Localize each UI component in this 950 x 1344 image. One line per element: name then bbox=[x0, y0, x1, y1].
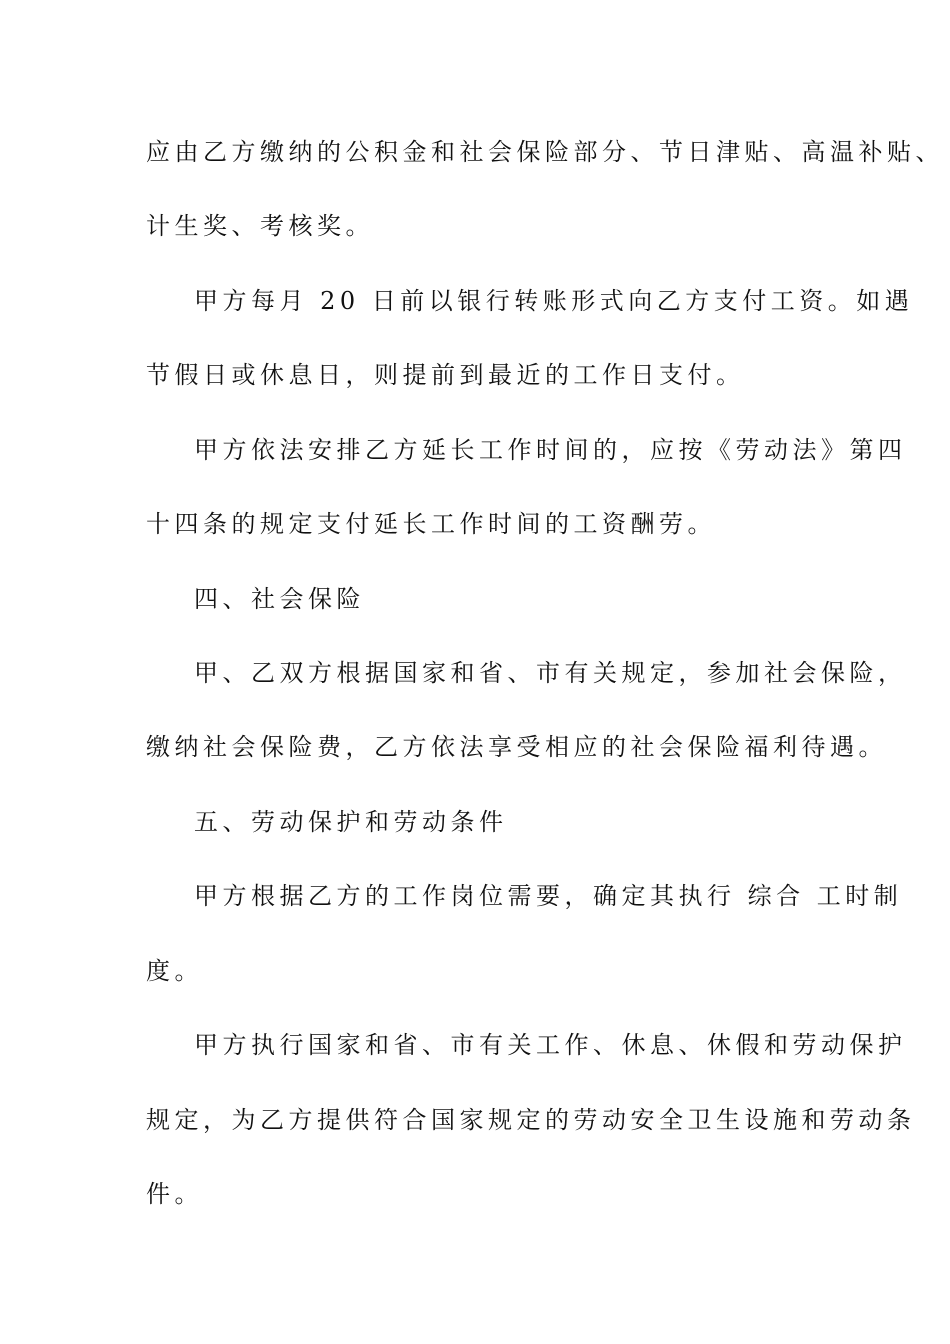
section-heading: 五、劳动保护和劳动条件 bbox=[194, 808, 508, 836]
paragraph-line: 甲方执行国家和省、市有关工作、休息、休假和劳动保护 bbox=[194, 1031, 907, 1059]
text-line: 缴纳社会保险费，乙方依法享受相应的社会保险福利待遇。 bbox=[146, 733, 887, 761]
text-line: 规定，为乙方提供符合国家规定的劳动安全卫生设施和劳动条 bbox=[146, 1106, 916, 1134]
section-heading: 四、社会保险 bbox=[194, 585, 365, 613]
text-line: 应由乙方缴纳的公积金和社会保险部分、节日津贴、高温补贴、 bbox=[146, 138, 944, 166]
text-line: 十四条的规定支付延长工作时间的工资酬劳。 bbox=[146, 510, 716, 538]
text-line: 度。 bbox=[146, 957, 203, 985]
paragraph-line: 甲方根据乙方的工作岗位需要，确定其执行 综合 工时制 bbox=[194, 882, 903, 910]
paragraph-line: 甲方依法安排乙方延长工作时间的，应按《劳动法》第四 bbox=[194, 436, 907, 464]
text-line: 节假日或休息日，则提前到最近的工作日支付。 bbox=[146, 361, 745, 389]
text-line: 件。 bbox=[146, 1180, 203, 1208]
paragraph-line: 甲方每月 20 日前以银行转账形式向乙方支付工资。如遇 bbox=[194, 287, 914, 315]
paragraph-line: 甲、乙双方根据国家和省、市有关规定，参加社会保险， bbox=[194, 659, 907, 687]
text-line: 计生奖、考核奖。 bbox=[146, 212, 374, 240]
